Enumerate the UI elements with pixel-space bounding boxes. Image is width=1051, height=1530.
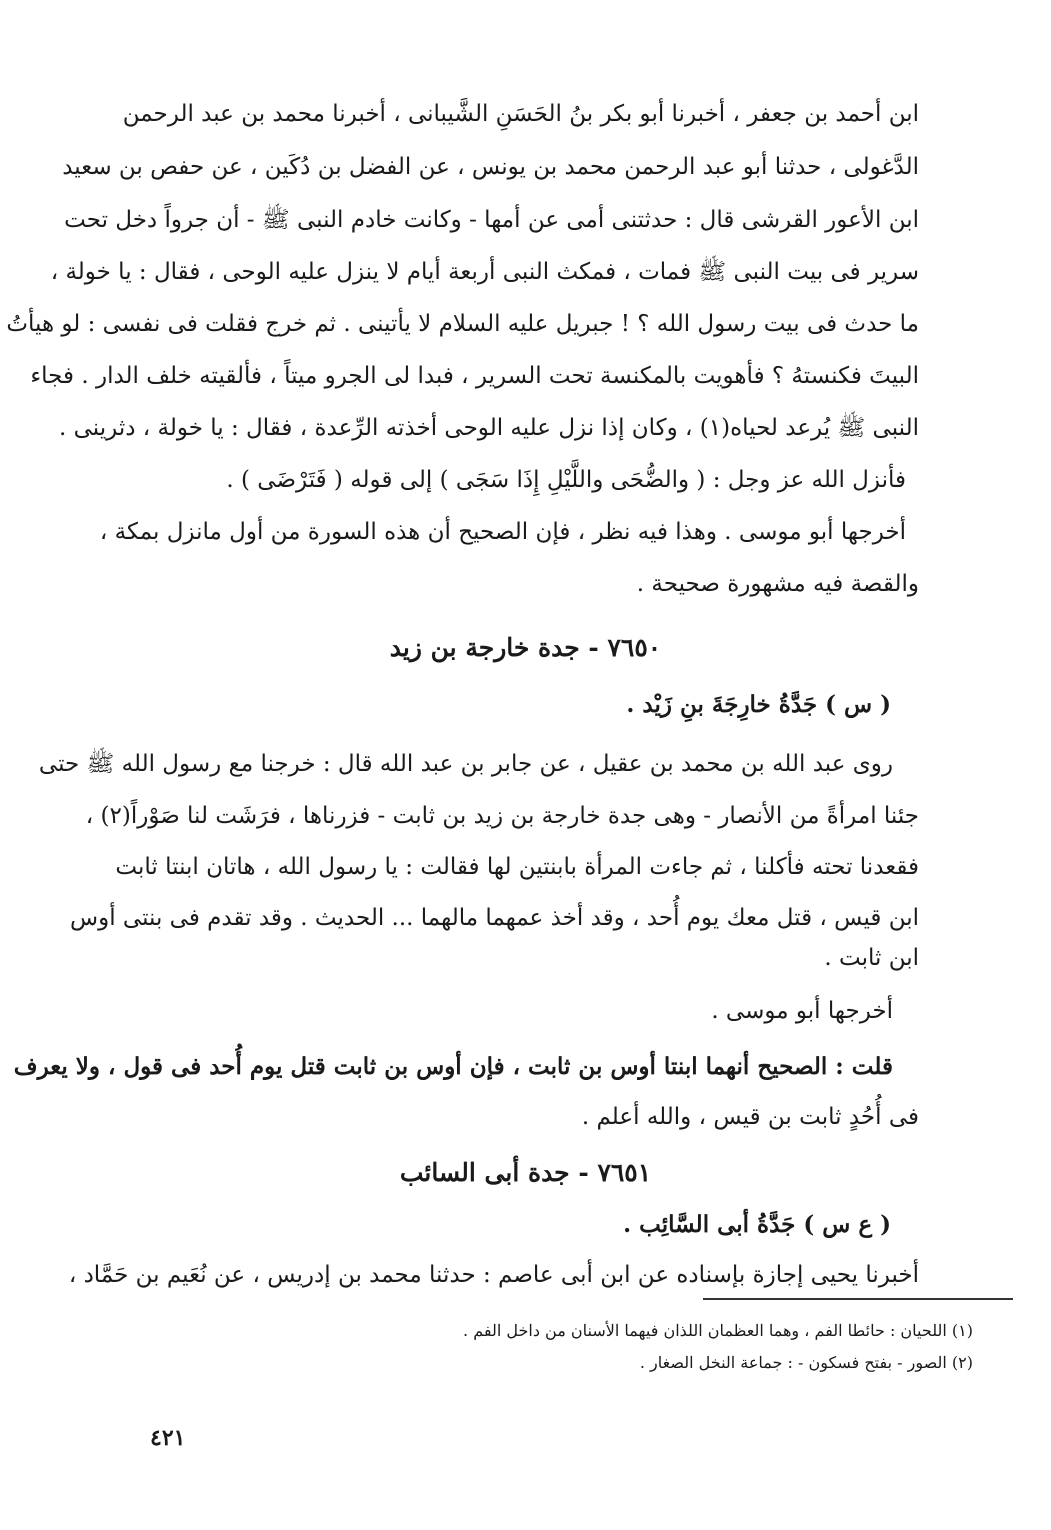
page-number: ٤٢١ [150,1425,186,1451]
text-line: الدَّغولى ، حدثنا أبو عبد الرحمن محمد بن يونس ، عن الفضل بن دُكَين ، عن حفص بن سعيد [62,154,919,180]
text-line: النبى ﷺ يُرعد لحياه(١) ، وكان إذا نزل عليه الوحى أخذته الرِّعدة ، فقال : يا خولة ، دثرينى . [59,415,919,441]
text-line: البيتَ فكنستهُ ؟ فأهويت بالمكنسة تحت السرير ، فبدا لى الجرو ميتاً ، فألقيته خلف الدار . فجاء [30,363,919,389]
text-line: أخرجها أبو موسى . وهذا فيه نظر ، فإن الصحيح أن هذه السورة من أول مانزل بمكة ، [99,519,906,545]
text-line: ابن أحمد بن جعفر ، أخبرنا أبو بكر بنُ الحَسَنِ الشَّيبانى ، أخبرنا محمد بن عبد الرحمن [122,101,919,127]
text-line: ابن ثابت . [824,945,919,971]
text-line: قلت : الصحيح أنهما ابنتا أوس بن ثابت ، فإن أوس بن ثابت قتل يوم أُحد فى قول ، ولا يعرف [13,1053,893,1080]
text-line: فأنزل الله عز وجل : ( والضُّحَى واللَّيْلِ إِذَا سَجَى ) إلى قوله ( فَتَرْضَى ) . [226,467,906,493]
entry-heading: ٧٦٥١ - جدة أبى السائب [399,1158,652,1187]
text-line: ابن الأعور القرشى قال : حدثتنى أمى عن أمها - وكانت خادم النبى ﷺ - أن جرواً دخل تحت [64,207,919,233]
text-line: أخرجها أبو موسى . [711,998,893,1024]
text-line: ابن قيس ، قتل معك يوم أُحد ، وقد أخذ عمهما مالهما ... الحديث . وقد تقدم فى بنتى أوس [70,905,919,931]
text-line: روى عبد الله بن محمد بن عقيل ، عن جابر بن عبد الله قال : خرجنا مع رسول الله ﷺ حتى [38,751,893,777]
footnote: (٢) الصور - بفتح فسكون - : جماعة النخل الصغار . [639,1353,973,1372]
text-line: ما حدث فى بيت رسول الله ؟ ! جبريل عليه السلام لا يأتينى . ثم خرج فقلت فى نفسى : لو هيأتُ [6,311,919,337]
entry-heading: ٧٦٥٠ - جدة خارجة بن زيد [389,633,662,662]
footnote: (١) اللحيان : حائطا الفم ، وهما العظمان اللذان فيهما الأسنان من داخل الفم . [463,1321,973,1340]
footnote-divider [703,1298,1013,1300]
text-line: جئنا امرأةً من الأنصار - وهى جدة خارجة بن زيد بن ثابت - فزرناها ، فرَشَت لنا صَوْراً(٢) ، [85,803,919,829]
text-line: فى أُحُدٍ ثابت بن قيس ، والله أعلم . [581,1104,919,1130]
text-line: أخبرنا يحيى إجازة بإسناده عن ابن أبى عاصم : حدثنا محمد بن إدريس ، عن نُعَيم بن حَمَّاد ، [68,1262,919,1288]
text-line: سرير فى بيت النبى ﷺ فمات ، فمكث النبى أربعة أيام لا ينزل عليه الوحى ، فقال : يا خولة ، [50,259,919,285]
text-line: فقعدنا تحته فأكلنا ، ثم جاءت المرأة بابنتين لها فقالت : يا رسول الله ، هاتان ابنتا ثابت [115,854,919,880]
text-line: والقصة فيه مشهورة صحيحة . [636,571,919,597]
entry-subheading: ( س ) جَدَّةُ خارِجَةَ بنِ زَيْد . [626,691,891,718]
entry-subheading: ( ع س ) جَدَّةُ أبى السَّائِب . [623,1211,891,1238]
